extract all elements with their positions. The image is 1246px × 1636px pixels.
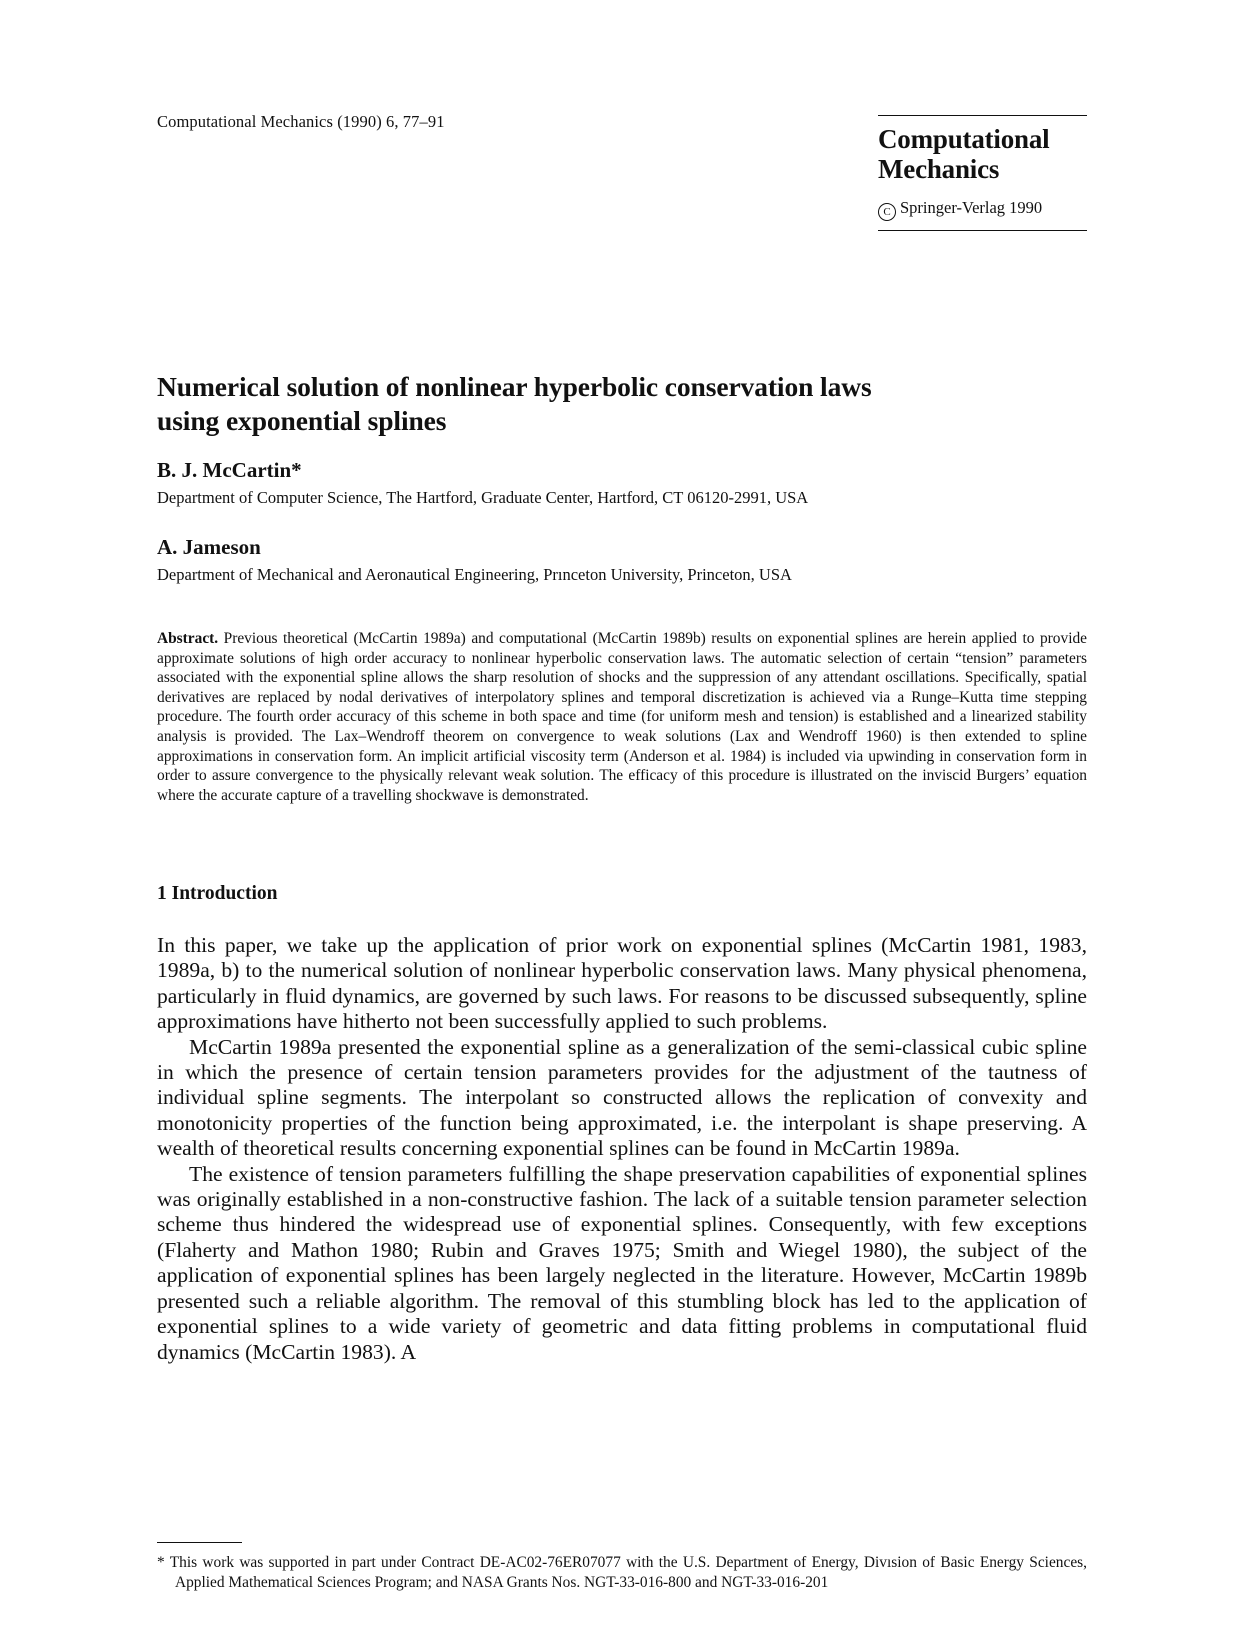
body-text [157, 933, 1087, 1365]
journal-name-line2: Mechanics [878, 154, 1000, 184]
copyright-text: Springer-Verlag 1990 [900, 198, 1043, 217]
copyright-notice [878, 198, 1087, 221]
paragraph-1: In this paper, we take up the application of prior work on exponential splines (McCartin 1981, 1983, 1989a, b) to the numerical solution of nonlinear hyperbolic conservation laws. Many physical phenomena, particularly in fluid dynamics, are governed by such laws. For reasons to be discussed subsequently, spline approximations have hitherto not been successfully applied to such problems. [157, 933, 1087, 1034]
footnote-rule [157, 1542, 242, 1543]
journal-masthead [878, 115, 1087, 231]
paragraph-3: The existence of tension parameters fulfilling the shape preservation capabilities of exponential splines was originally established in a non-constructive fashion. The lack of a suitable tension parameter selection scheme thus hindered the widespread use of exponential splines. Consequently, with few exceptions (Flaherty and Mathon 1980; Rubin and Graves 1975; Smith and Wiegel 1980), the subject of the application of exponential splines has been largely neglected in the literature. However, McCartin 1989b presented such a reliable algorithm. The removal of this stumbling block has led to the application of exponential splines to a wide variety of geometric and data fitting problems in computational fluid dynamics (McCartin 1983). A [157, 1161, 1087, 1364]
author-name-2: A. Jameson [157, 535, 261, 559]
article-title-line2: using exponential splines [157, 405, 447, 436]
journal-citation: Computational Mechanics (1990) 6, 77–91 [157, 112, 445, 131]
author-name-1: B. J. McCartin* [157, 458, 302, 482]
journal-name [878, 124, 1087, 184]
masthead-bottom-rule [878, 230, 1087, 231]
section-heading: 1 Introduction [157, 883, 278, 904]
article-title-line1: Numerical solution of nonlinear hyperbolic conservation laws [157, 371, 872, 402]
abstract-label: Abstract. [157, 630, 219, 647]
abstract [157, 629, 1087, 805]
journal-name-line1: Computational [878, 124, 1050, 154]
article-title [157, 370, 1057, 438]
masthead-top-rule [878, 115, 1087, 116]
paragraph-2: McCartin 1989a presented the exponential spline as a generalization of the semi-classical cubic spline in which the presence of certain tension parameters provides for the adjustment of the tautness of individual spline segments. The interpolant so constructed allows the replication of convexity and monotonicity properties of the function being approximated, i.e. the interpolant is shape preserving. A wealth of theoretical results concerning exponential splines can be found in McCartin 1989a. [157, 1034, 1087, 1161]
footnote: * This work was supported in part under Contract DE-AC02-76ER07077 with the U.S. Department of Energy, Divısion of Basic Energy Sciences, Applied Mathematical Sciences Program; and NASA Grants Nos. NGT-33-016-800 and NGT-33-016-201 [157, 1554, 1087, 1591]
copyright-icon: C [878, 203, 896, 221]
author-affiliation-1: Department of Computer Science, The Hartford, Graduate Center, Hartford, CT 06120-2991, USA [157, 488, 809, 507]
author-affiliation-2: Department of Mechanical and Aeronautical Engineering, Prınceton University, Princeton, USA [157, 565, 792, 584]
abstract-text: Previous theoretical (McCartin 1989a) and computational (McCartin 1989b) results on exponential splines are herein applied to provide approximate solutions of high order accuracy to nonlinear hyperbolic conservation laws. The automatic selection of certain “tension” parameters associated with the exponential spline allows the sharp resolution of shocks and the suppression of any attendant oscillations. Specifically, spatial derivatives are replaced by nodal derivatives of interpolatory splines and temporal discretization is achieved via a Runge–Kutta time stepping procedure. The fourth order accuracy of this scheme in both space and time (for uniform mesh and tension) is established and a linearized stability analysis is provided. The Lax–Wendroff theorem on convergence to weak solutions (Lax and Wendroff 1960) is then extended to spline approximations in conservation form. An implicit artificial viscosity term (Anderson et al. 1984) is included via upwinding in conservation form in order to assure convergence to the physically relevant weak solution. The efficacy of this procedure is illustrated on the inviscid Burgers’ equation where the accurate capture of a travelling shockwave is demonstrated. [157, 630, 1087, 804]
